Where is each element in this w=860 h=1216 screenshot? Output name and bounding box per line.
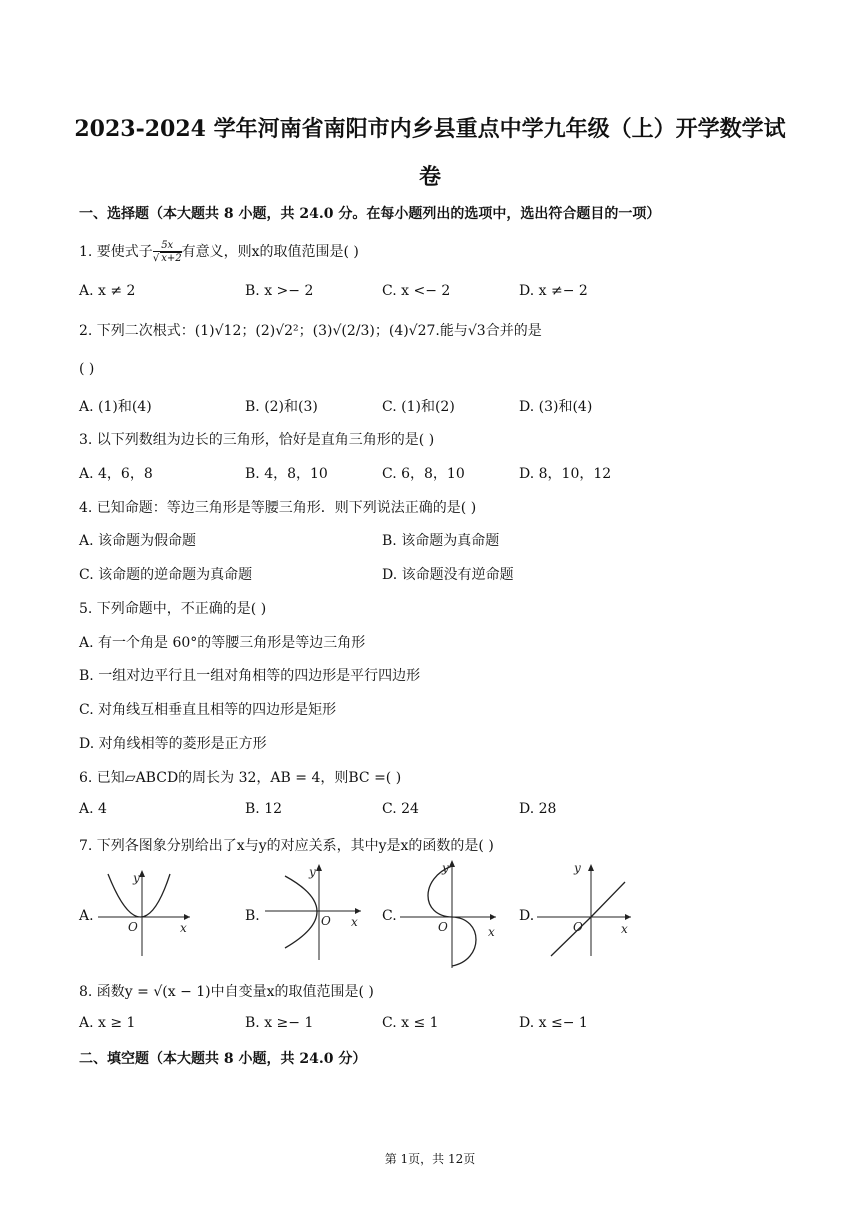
q5-option-a[interactable]: A. 有一个角是 60°的等腰三角形是等边三角形 bbox=[79, 635, 366, 651]
axis-x-label: x bbox=[180, 921, 187, 935]
q8-option-d[interactable]: D. x ≤− 1 bbox=[519, 1015, 588, 1031]
q3-option-b[interactable]: B. 4，8，10 bbox=[245, 466, 328, 482]
origin-label: O bbox=[128, 920, 138, 934]
q3-option-a[interactable]: A. 4，6，8 bbox=[79, 466, 153, 482]
q7-option-d[interactable]: D. bbox=[519, 908, 535, 924]
question-1-prefix: 1. 要使式子 bbox=[79, 244, 153, 260]
question-2-stem: 2. 下列二次根式：(1)√12；(2)√2²；(3)√(2/3)；(4)√27.能与√3合并的是 bbox=[79, 323, 542, 339]
origin-label: O bbox=[438, 920, 448, 934]
question-7-stem: 7. 下列各图象分别给出了x与y的对应关系，其中y是x的函数的是( ) bbox=[79, 838, 494, 854]
q4-option-c[interactable]: C. 该命题的逆命题为真命题 bbox=[79, 567, 253, 583]
q5-option-c[interactable]: C. 对角线互相垂直且相等的四边形是矩形 bbox=[79, 702, 337, 718]
axis-y-label: y bbox=[442, 861, 449, 875]
q8-option-b[interactable]: B. x ≥− 1 bbox=[245, 1015, 314, 1031]
q6-option-d[interactable]: D. 28 bbox=[519, 801, 557, 817]
question-6-stem: 6. 已知▱ABCD的周长为 32，AB = 4，则BC =( ) bbox=[79, 770, 402, 786]
q8-option-c[interactable]: C. x ≤ 1 bbox=[382, 1015, 439, 1031]
q3-option-c[interactable]: C. 6，8，10 bbox=[382, 466, 465, 482]
question-5-stem: 5. 下列命题中，不正确的是( ) bbox=[79, 601, 267, 617]
q1-option-d[interactable]: D. x ≠− 2 bbox=[519, 283, 588, 299]
section-heading-choice: 一、选择题（本大题共 8 小题，共 24.0 分。在每小题列出的选项中，选出符合题目的一项） bbox=[79, 206, 661, 222]
q4-option-a[interactable]: A. 该命题为假命题 bbox=[79, 533, 197, 549]
q2-option-a[interactable]: A. (1)和(4) bbox=[79, 399, 152, 415]
q2-option-b[interactable]: B. (2)和(3) bbox=[245, 399, 318, 415]
q6-option-a[interactable]: A. 4 bbox=[79, 801, 107, 817]
question-3-stem: 3. 以下列数组为边长的三角形，恰好是直角三角形的是( ) bbox=[79, 432, 435, 448]
q6-option-b[interactable]: B. 12 bbox=[245, 801, 283, 817]
axis-x-label: x bbox=[351, 915, 358, 929]
page-title-continued: 卷 bbox=[418, 164, 441, 190]
q7-graph-b bbox=[265, 862, 365, 962]
q7-graph-c bbox=[400, 858, 505, 970]
q5-option-d[interactable]: D. 对角线相等的菱形是正方形 bbox=[79, 736, 267, 752]
page-footer: 第 1页，共 12页 bbox=[384, 1152, 476, 1166]
page-title: 2023-2024 学年河南省南阳市内乡县重点中学九年级（上）开学数学试 bbox=[74, 116, 786, 142]
q1-option-b[interactable]: B. x >− 2 bbox=[245, 283, 314, 299]
section-heading-fill-in: 二、填空题（本大题共 8 小题，共 24.0 分） bbox=[79, 1051, 367, 1067]
fraction: $\frac{5x}{√ x+2}$ bbox=[152, 240, 182, 264]
q4-option-d[interactable]: D. 该命题没有逆命题 bbox=[382, 567, 514, 583]
axis-x-label: x bbox=[488, 925, 495, 939]
q7-option-a[interactable]: A. bbox=[79, 908, 94, 924]
axis-x-label: x bbox=[621, 922, 628, 936]
q1-option-a[interactable]: A. x ≠ 2 bbox=[79, 283, 136, 299]
q2-option-d[interactable]: D. (3)和(4) bbox=[519, 399, 593, 415]
axis-y-label: y bbox=[133, 871, 140, 885]
q4-option-b[interactable]: B. 该命题为真命题 bbox=[382, 533, 500, 549]
q7-option-b[interactable]: B. bbox=[245, 908, 260, 924]
q1-option-c[interactable]: C. x <− 2 bbox=[382, 283, 451, 299]
question-2-bracket: ( ) bbox=[79, 361, 95, 377]
question-4-stem: 4. 已知命题：等边三角形是等腰三角形．则下列说法正确的是( ) bbox=[79, 500, 477, 516]
q6-option-c[interactable]: C. 24 bbox=[382, 801, 419, 817]
question-1-stem bbox=[79, 240, 359, 264]
origin-label: O bbox=[321, 914, 331, 928]
question-8-stem: 8. 函数y = √(x − 1)中自变量x的取值范围是( ) bbox=[79, 984, 374, 1000]
question-1-suffix: 有意义，则x的取值范围是( ) bbox=[181, 244, 359, 260]
axis-y-label: y bbox=[574, 861, 581, 875]
q7-option-c[interactable]: C. bbox=[382, 908, 397, 924]
q7-graph-d bbox=[537, 858, 637, 958]
q3-option-d[interactable]: D. 8，10，12 bbox=[519, 466, 612, 482]
q5-option-b[interactable]: B. 一组对边平行且一组对角相等的四边形是平行四边形 bbox=[79, 668, 421, 684]
q2-option-c[interactable]: C. (1)和(2) bbox=[382, 399, 455, 415]
q8-option-a[interactable]: A. x ≥ 1 bbox=[79, 1015, 136, 1031]
origin-label: O bbox=[573, 920, 583, 934]
q7-graph-a bbox=[98, 868, 194, 958]
axis-y-label: y bbox=[309, 865, 316, 879]
